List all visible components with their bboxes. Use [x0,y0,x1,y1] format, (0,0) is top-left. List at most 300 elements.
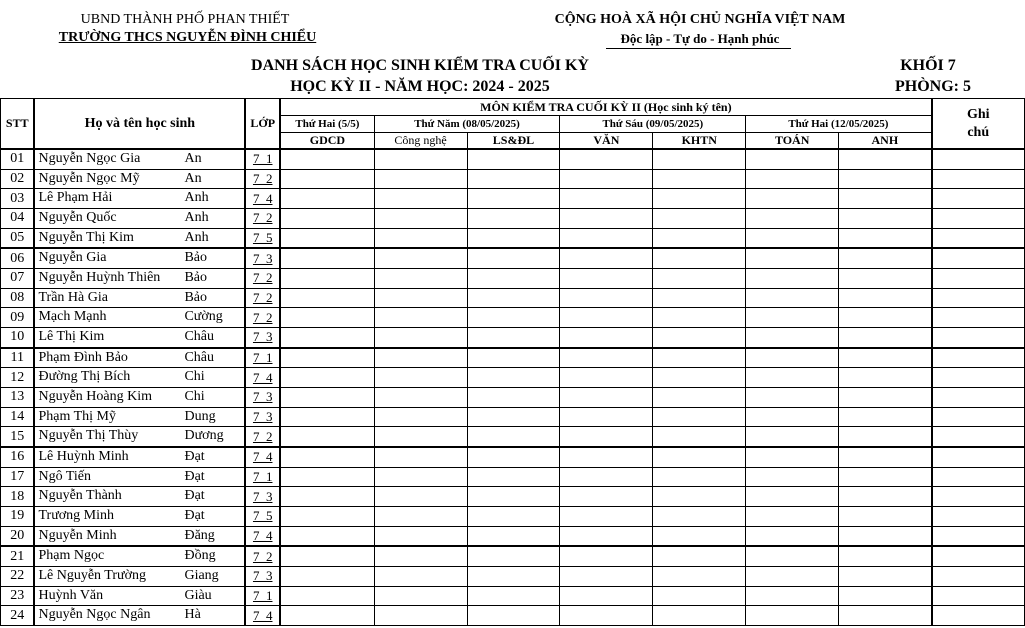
motto: Độc lập - Tự do - Hạnh phúc [620,31,780,46]
row-stt: 04 [1,209,35,229]
signature-cell[interactable] [374,308,467,328]
signature-cell[interactable] [839,228,932,248]
subject-header: ANH [839,133,932,150]
student-class-text: 7_5 [252,230,273,246]
signature-cell[interactable] [374,606,467,626]
table-row [1,308,1025,328]
signature-cell[interactable] [374,209,467,229]
signature-cell[interactable] [560,189,653,209]
signature-cell[interactable] [280,467,374,487]
signature-cell[interactable] [467,586,560,606]
signature-cell[interactable] [467,407,560,427]
signature-cell[interactable] [467,308,560,328]
signature-cell[interactable] [746,169,839,189]
signature-cell[interactable] [839,467,932,487]
signature-cell[interactable] [560,209,653,229]
student-first-name: Lê Thị Kim [38,329,105,345]
note-cell[interactable] [932,407,1025,427]
signature-cell[interactable] [653,487,746,507]
room-label: PHÒNG: 5 [895,78,971,95]
signature-cell[interactable] [280,328,374,348]
student-first-name: Huỳnh Văn [38,587,104,603]
signature-cell[interactable] [653,427,746,447]
signature-cell[interactable] [374,507,467,527]
signature-cell[interactable] [746,487,839,507]
signature-cell[interactable] [280,368,374,388]
signature-cell[interactable] [653,288,746,308]
note-cell[interactable] [932,487,1025,507]
table-row [1,407,1025,427]
note-cell[interactable] [932,427,1025,447]
signature-cell[interactable] [839,328,932,348]
student-name [34,507,245,527]
signature-cell[interactable] [839,567,932,587]
signature-cell[interactable] [560,427,653,447]
signature-cell[interactable] [839,526,932,546]
signature-cell[interactable] [467,427,560,447]
signature-cell[interactable] [746,546,839,566]
subject-header: GDCD [280,133,374,150]
signature-cell[interactable] [653,567,746,587]
row-stt: 08 [1,288,35,308]
signature-cell[interactable] [653,169,746,189]
note-cell[interactable] [932,567,1025,587]
student-name [34,546,245,566]
signature-cell[interactable] [746,288,839,308]
note-cell[interactable] [932,228,1025,248]
signature-cell[interactable] [374,487,467,507]
row-stt: 21 [1,546,35,566]
signature-cell[interactable] [746,149,839,169]
student-class [245,526,280,546]
signature-cell[interactable] [839,149,932,169]
signature-cell[interactable] [467,328,560,348]
signature-cell[interactable] [560,149,653,169]
row-stt: 06 [1,248,35,268]
signature-cell[interactable] [560,169,653,189]
signature-cell[interactable] [280,288,374,308]
signature-cell[interactable] [560,507,653,527]
student-first-name: Nguyễn Thị Kim [38,229,134,245]
student-first-name: Lê Nguyễn Trường [38,568,147,584]
signature-cell[interactable] [467,348,560,368]
signature-cell[interactable] [374,368,467,388]
signature-cell[interactable] [560,487,653,507]
note-cell[interactable] [932,348,1025,368]
signature-cell[interactable] [839,308,932,328]
student-list-table [0,98,1025,626]
signature-cell[interactable] [653,368,746,388]
signature-cell[interactable] [746,507,839,527]
signature-cell[interactable] [560,567,653,587]
nation-title: CỘNG HOÀ XÃ HỘI CHỦ NGHĨA VIỆT NAM [554,12,846,27]
note-cell[interactable] [932,546,1025,566]
note-cell[interactable] [932,447,1025,467]
signature-cell[interactable] [560,228,653,248]
signature-cell[interactable] [374,546,467,566]
student-class-text: 7_2 [252,270,273,286]
student-name [34,228,245,248]
student-class [245,169,280,189]
note-cell[interactable] [932,328,1025,348]
row-stt: 05 [1,228,35,248]
signature-cell[interactable] [746,606,839,626]
row-stt: 07 [1,269,35,289]
table-row [1,368,1025,388]
signature-cell[interactable] [839,546,932,566]
signature-cell[interactable] [374,526,467,546]
student-name [34,368,245,388]
signature-cell[interactable] [560,467,653,487]
signature-cell[interactable] [280,487,374,507]
row-stt: 01 [1,149,35,169]
signature-cell[interactable] [374,388,467,408]
signature-cell[interactable] [560,407,653,427]
header-class: LỚP [245,99,280,150]
student-class-text: 7_2 [252,210,273,226]
signature-cell[interactable] [560,546,653,566]
signature-cell[interactable] [467,507,560,527]
student-last-name: Châu [184,349,215,365]
signature-cell[interactable] [280,248,374,268]
signature-cell[interactable] [839,606,932,626]
student-name [34,288,245,308]
signature-cell[interactable] [280,407,374,427]
signature-cell[interactable] [653,328,746,348]
document-subtitle: HỌC KỲ II - NĂM HỌC: 2024 - 2025 [290,78,550,95]
signature-cell[interactable] [746,407,839,427]
signature-cell[interactable] [653,269,746,289]
signature-cell[interactable] [839,447,932,467]
signature-cell[interactable] [467,228,560,248]
header-stt: STT [1,99,35,150]
signature-cell[interactable] [746,586,839,606]
signature-cell[interactable] [839,388,932,408]
signature-cell[interactable] [653,149,746,169]
student-class [245,328,280,348]
note-cell[interactable] [932,169,1025,189]
table-row [1,586,1025,606]
signature-cell[interactable] [839,288,932,308]
student-class-text: 7_3 [252,250,273,266]
signature-cell[interactable] [746,308,839,328]
signature-cell[interactable] [746,526,839,546]
signature-cell[interactable] [374,427,467,447]
row-stt: 17 [1,467,35,487]
signature-cell[interactable] [653,388,746,408]
signature-cell[interactable] [839,487,932,507]
signature-cell[interactable] [467,467,560,487]
signature-cell[interactable] [467,388,560,408]
note-cell[interactable] [932,149,1025,169]
student-first-name: Đường Thị Bích [38,369,131,385]
table-row [1,248,1025,268]
student-class-text: 7_1 [252,350,273,366]
student-last-name: Bảo [184,289,208,305]
student-class-text: 7_1 [252,151,273,167]
student-last-name: Bảo [184,270,208,286]
signature-cell[interactable] [560,328,653,348]
signature-cell[interactable] [746,209,839,229]
table-row [1,348,1025,368]
row-stt: 14 [1,407,35,427]
signature-cell[interactable] [653,526,746,546]
signature-cell[interactable] [560,526,653,546]
signature-cell[interactable] [746,388,839,408]
signature-cell[interactable] [653,467,746,487]
student-class-text: 7_4 [252,528,273,544]
row-stt: 22 [1,567,35,587]
signature-cell[interactable] [467,169,560,189]
signature-cell[interactable] [467,487,560,507]
day-header: Thứ Hai (12/05/2025) [746,116,932,133]
signature-cell[interactable] [280,169,374,189]
student-last-name: Cường [184,309,223,325]
signature-cell[interactable] [746,467,839,487]
signature-cell[interactable] [653,189,746,209]
student-first-name: Trương Minh [38,508,115,524]
signature-cell[interactable] [746,427,839,447]
row-stt: 02 [1,169,35,189]
row-stt: 23 [1,586,35,606]
signature-cell[interactable] [280,606,374,626]
table-row [1,328,1025,348]
student-class [245,388,280,408]
student-first-name: Phạm Đình Bảo [38,349,128,365]
student-class-text: 7_3 [252,329,273,345]
student-class [245,467,280,487]
signature-cell[interactable] [374,228,467,248]
student-last-name: Đạt [184,468,205,484]
signature-cell[interactable] [839,427,932,447]
signature-cell[interactable] [280,507,374,527]
signature-cell[interactable] [839,189,932,209]
signature-cell[interactable] [653,348,746,368]
signature-cell[interactable] [467,288,560,308]
table-row [1,189,1025,209]
signature-cell[interactable] [374,288,467,308]
signature-cell[interactable] [374,149,467,169]
signature-cell[interactable] [746,248,839,268]
note-cell[interactable] [932,248,1025,268]
signature-cell[interactable] [467,567,560,587]
note-cell[interactable] [932,606,1025,626]
table-row [1,467,1025,487]
student-last-name: Bảo [184,250,208,266]
signature-cell[interactable] [280,348,374,368]
signature-cell[interactable] [560,288,653,308]
header-name: Họ và tên học sinh [34,99,245,150]
signature-cell[interactable] [839,348,932,368]
signature-cell[interactable] [653,447,746,467]
signature-cell[interactable] [560,388,653,408]
signature-cell[interactable] [560,269,653,289]
signature-cell[interactable] [653,407,746,427]
student-name [34,269,245,289]
signature-cell[interactable] [280,269,374,289]
signature-cell[interactable] [467,526,560,546]
signature-cell[interactable] [653,546,746,566]
signature-cell[interactable] [467,269,560,289]
note-cell[interactable] [932,388,1025,408]
student-last-name: Đồng [184,548,216,564]
signature-cell[interactable] [839,586,932,606]
signature-cell[interactable] [280,567,374,587]
student-class [245,368,280,388]
student-rows [1,149,1025,626]
student-first-name: Lê Phạm Hải [38,190,113,206]
signature-cell[interactable] [839,507,932,527]
signature-cell[interactable] [280,447,374,467]
signature-cell[interactable] [746,189,839,209]
signature-cell[interactable] [839,407,932,427]
signature-cell[interactable] [280,189,374,209]
signature-cell[interactable] [653,308,746,328]
signature-cell[interactable] [746,228,839,248]
day-header: Thứ Hai (5/5) [280,116,374,133]
table-row [1,567,1025,587]
note-cell[interactable] [932,308,1025,328]
signature-cell[interactable] [374,447,467,467]
signature-cell[interactable] [839,368,932,388]
student-class-text: 7_3 [252,488,273,504]
note-cell[interactable] [932,526,1025,546]
table-row [1,228,1025,248]
signature-cell[interactable] [746,328,839,348]
signature-cell[interactable] [653,209,746,229]
signature-cell[interactable] [467,248,560,268]
signature-cell[interactable] [467,368,560,388]
signature-cell[interactable] [374,586,467,606]
student-name [34,487,245,507]
signature-cell[interactable] [374,328,467,348]
note-cell[interactable] [932,288,1025,308]
student-name [34,467,245,487]
signature-cell[interactable] [839,209,932,229]
signature-cell[interactable] [467,209,560,229]
signature-cell[interactable] [374,567,467,587]
student-name [34,567,245,587]
row-stt: 10 [1,328,35,348]
signature-cell[interactable] [653,228,746,248]
signature-cell[interactable] [374,348,467,368]
student-last-name: Anh [184,190,209,206]
table-row [1,149,1025,169]
student-class-text: 7_5 [252,508,273,524]
note-cell[interactable] [932,269,1025,289]
signature-cell[interactable] [653,586,746,606]
student-name [34,407,245,427]
day-header: Thứ Năm (08/05/2025) [374,116,560,133]
student-first-name: Nguyễn Ngọc Ngân [38,607,151,623]
note-cell[interactable] [932,368,1025,388]
note-cell[interactable] [932,467,1025,487]
student-last-name: Đạt [184,508,205,524]
signature-cell[interactable] [467,189,560,209]
table-row [1,427,1025,447]
signature-cell[interactable] [560,248,653,268]
row-stt: 20 [1,526,35,546]
signature-cell[interactable] [839,269,932,289]
signature-cell[interactable] [839,169,932,189]
signature-cell[interactable] [746,447,839,467]
signature-cell[interactable] [560,586,653,606]
signature-cell[interactable] [746,348,839,368]
signature-cell[interactable] [560,308,653,328]
row-stt: 18 [1,487,35,507]
signature-cell[interactable] [374,269,467,289]
student-name [34,447,245,467]
row-stt: 15 [1,427,35,447]
subject-header: KHTN [653,133,746,150]
student-class-text: 7_2 [252,290,273,306]
signature-cell[interactable] [467,447,560,467]
signature-cell[interactable] [280,209,374,229]
student-class [245,209,280,229]
student-first-name: Nguyễn Huỳnh Thiên [38,270,161,286]
student-class-text: 7_3 [252,409,273,425]
signature-cell[interactable] [280,388,374,408]
signature-cell[interactable] [653,507,746,527]
signature-cell[interactable] [560,368,653,388]
row-stt: 11 [1,348,35,368]
student-class [245,407,280,427]
table-row [1,269,1025,289]
signature-cell[interactable] [653,606,746,626]
signature-cell[interactable] [746,269,839,289]
signature-cell[interactable] [280,427,374,447]
document-title: DANH SÁCH HỌC SINH KIỂM TRA CUỐI KỲ [251,57,589,74]
signature-cell[interactable] [653,248,746,268]
signature-cell[interactable] [280,586,374,606]
signature-cell[interactable] [374,248,467,268]
signature-cell[interactable] [467,546,560,566]
signature-cell[interactable] [467,149,560,169]
signature-cell[interactable] [560,606,653,626]
signature-cell[interactable] [374,189,467,209]
table-row [1,507,1025,527]
signature-cell[interactable] [746,368,839,388]
note-cell[interactable] [932,586,1025,606]
signature-cell[interactable] [839,248,932,268]
student-name [34,427,245,447]
student-name [34,189,245,209]
student-first-name: Nguyễn Ngọc Mỹ [38,170,140,186]
subject-header: LS&ĐL [467,133,560,150]
signature-cell[interactable] [280,149,374,169]
signature-cell[interactable] [280,228,374,248]
signature-cell[interactable] [374,407,467,427]
signature-cell[interactable] [280,546,374,566]
row-stt: 09 [1,308,35,328]
signature-cell[interactable] [560,447,653,467]
signature-cell[interactable] [467,606,560,626]
note-cell[interactable] [932,507,1025,527]
note-cell[interactable] [932,209,1025,229]
student-class [245,308,280,328]
signature-cell[interactable] [280,308,374,328]
note-cell[interactable] [932,189,1025,209]
signature-cell[interactable] [374,467,467,487]
signature-cell[interactable] [374,169,467,189]
student-last-name: Chi [184,369,205,385]
signature-cell[interactable] [560,348,653,368]
student-class [245,567,280,587]
student-first-name: Nguyễn Hoàng Kim [38,389,153,405]
signature-cell[interactable] [280,526,374,546]
student-last-name: Đạt [184,449,205,465]
signature-cell[interactable] [746,567,839,587]
